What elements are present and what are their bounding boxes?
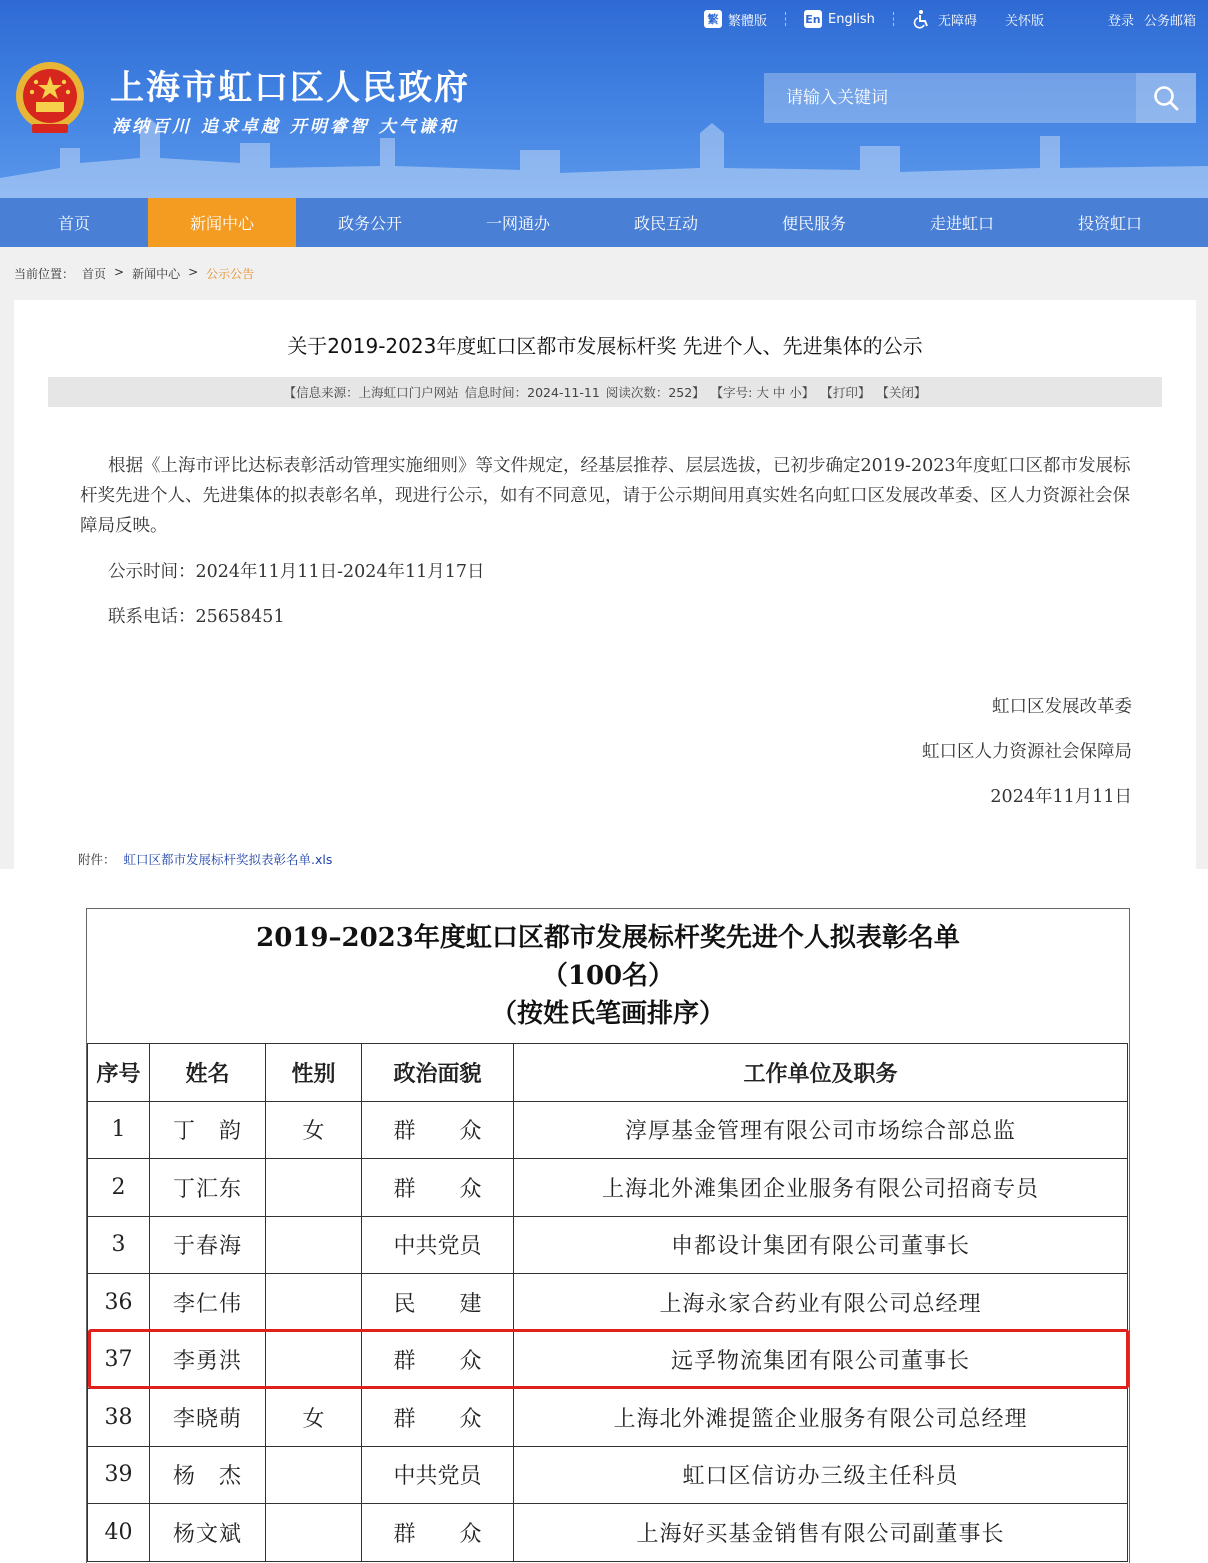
row-no: 36	[88, 1274, 150, 1332]
search-input[interactable]	[764, 73, 1136, 123]
row-no: 39	[88, 1446, 150, 1504]
nav-about-hongkou[interactable]: 走进虹口	[929, 214, 994, 233]
row-employer: 远孚物流集团有限公司董事长	[514, 1331, 1128, 1389]
attachment-label: 附件：	[78, 852, 116, 867]
divider	[893, 12, 894, 26]
col-header-political: 政治面貌	[362, 1044, 514, 1102]
search-icon	[1152, 84, 1180, 112]
col-header-name: 姓名	[150, 1044, 266, 1102]
breadcrumb-home[interactable]: 首页	[82, 267, 107, 281]
search-button[interactable]	[1136, 73, 1196, 123]
nav-public-interaction[interactable]: 政民互动	[633, 214, 698, 233]
site-slogan: 海纳百川 追求卓越 开明睿智 大气谦和	[112, 117, 459, 137]
table-row	[88, 1159, 1128, 1217]
row-no: 38	[88, 1389, 150, 1447]
english-icon: En	[804, 10, 822, 28]
row-gender	[266, 1274, 362, 1332]
close-button[interactable]: 【关闭】	[876, 385, 927, 400]
english-label: English	[827, 11, 875, 27]
breadcrumb-separator: >	[114, 265, 125, 279]
divider	[785, 12, 786, 26]
row-political: 群 众	[362, 1504, 514, 1562]
row-political: 中共党员	[362, 1446, 514, 1504]
signature-date: 2024年11月11日	[990, 787, 1132, 807]
row-gender	[266, 1216, 362, 1274]
row-employer: 上海北外滩集团企业服务有限公司招商专员	[514, 1159, 1128, 1217]
top-utility-bar	[704, 8, 1208, 30]
login-label: 登录	[1107, 13, 1134, 29]
table-header-row	[88, 1044, 1128, 1102]
print-button[interactable]: 【打印】	[820, 385, 871, 400]
login-link[interactable]	[1108, 10, 1134, 29]
row-name: 于春海	[150, 1216, 266, 1274]
article-title: 关于2019-2023年度虹口区都市发展标杆奖 先进个人、先进集体的公示	[287, 334, 923, 358]
traditional-chinese-label: 繁體版	[727, 13, 767, 29]
row-gender	[266, 1159, 362, 1217]
breadcrumb-separator: >	[188, 265, 199, 279]
breadcrumb-current[interactable]: 公示公告	[206, 267, 255, 281]
row-employer: 淳厚基金管理有限公司市场综合部总监	[514, 1101, 1128, 1159]
breadcrumb-label: 当前位置：	[14, 267, 75, 281]
search-bar	[764, 73, 1196, 123]
row-gender: 女	[266, 1389, 362, 1447]
row-political: 群 众	[362, 1331, 514, 1389]
row-name: 李晓萌	[150, 1389, 266, 1447]
row-employer: 申都设计集团有限公司董事长	[514, 1216, 1128, 1274]
sheet-title	[87, 909, 1129, 1045]
nav-invest-hongkou[interactable]: 投资虹口	[1077, 214, 1142, 233]
row-name: 杨文斌	[150, 1504, 266, 1562]
contact-phone: 联系电话：25658451	[108, 607, 285, 627]
breadcrumb	[14, 265, 254, 282]
row-political: 群 众	[362, 1389, 514, 1447]
article-meta	[48, 377, 1162, 407]
main-nav	[0, 198, 1208, 247]
row-no: 3	[88, 1216, 150, 1274]
accessibility-link[interactable]	[912, 9, 977, 29]
table-row	[88, 1216, 1128, 1274]
row-political: 中共党员	[362, 1216, 514, 1274]
site-title[interactable]: 上海市虹口区人民政府	[110, 68, 470, 108]
attachment	[78, 850, 332, 868]
emblem-icon	[12, 58, 88, 138]
care-version-link[interactable]	[1005, 10, 1044, 29]
row-political: 民 建	[362, 1274, 514, 1332]
table-row	[88, 1504, 1128, 1562]
row-name: 丁汇东	[150, 1159, 266, 1217]
col-header-employer: 工作单位及职务	[514, 1044, 1128, 1102]
row-employer: 上海好买基金销售有限公司副董事长	[514, 1504, 1128, 1562]
row-name: 李仁伟	[150, 1274, 266, 1332]
nav-one-stop-service[interactable]: 一网通办	[485, 214, 550, 233]
row-no: 37	[88, 1331, 150, 1389]
table-row	[88, 1331, 1128, 1389]
roster-sheet-image	[86, 908, 1130, 1563]
breadcrumb-news-center[interactable]: 新闻中心	[132, 267, 181, 281]
row-gender	[266, 1446, 362, 1504]
row-gender: 女	[266, 1101, 362, 1159]
nav-government-affairs[interactable]: 政务公开	[337, 214, 402, 233]
row-employer: 上海永家合药业有限公司总经理	[514, 1274, 1128, 1332]
row-political: 群 众	[362, 1159, 514, 1217]
col-header-gender: 性别	[266, 1044, 362, 1102]
site-header	[0, 0, 1208, 198]
meta-source: 【信息来源：上海虹口门户网站	[283, 385, 459, 400]
traditional-chinese-link[interactable]	[704, 10, 767, 29]
care-version-label: 关怀版	[1004, 13, 1044, 29]
attachment-link[interactable]: 虹口区都市发展标杆奖拟表彰名单.xls	[123, 852, 333, 867]
signature-ndrc: 虹口区发展改革委	[992, 697, 1132, 717]
nav-home[interactable]: 首页	[57, 214, 90, 233]
article-panel	[14, 300, 1196, 869]
roster-table	[87, 1043, 1128, 1562]
sheet-title-line2: （100名）	[541, 961, 675, 991]
row-gender	[266, 1331, 362, 1389]
row-name: 丁 韵	[150, 1101, 266, 1159]
row-name: 李勇洪	[150, 1331, 266, 1389]
row-no: 40	[88, 1504, 150, 1562]
table-row	[88, 1389, 1128, 1447]
row-employer: 虹口区信访办三级主任科员	[514, 1446, 1128, 1504]
row-gender	[266, 1504, 362, 1562]
table-row	[88, 1274, 1128, 1332]
publicity-period: 公示时间：2024年11月11日-2024年11月17日	[108, 562, 485, 582]
traditional-chinese-icon: 繁	[704, 10, 722, 28]
table-row	[88, 1446, 1128, 1504]
official-mail-label: 公务邮箱	[1143, 13, 1196, 29]
official-mail-link[interactable]	[1144, 10, 1196, 29]
nav-news-center[interactable]: 新闻中心	[148, 198, 296, 247]
meta-views: 阅读次数：252】	[605, 385, 705, 400]
col-header-no: 序号	[88, 1044, 150, 1102]
accessibility-label: 无障碍	[937, 13, 977, 29]
meta-time: 信息时间：2024-11-11	[464, 385, 600, 400]
accessibility-icon	[912, 9, 932, 29]
signature-hrss: 虹口区人力资源社会保障局	[922, 742, 1132, 762]
table-row	[88, 1101, 1128, 1159]
font-size-switch[interactable]: 【字号: 大 中 小】	[710, 385, 815, 400]
english-link[interactable]	[804, 10, 875, 28]
row-no: 1	[88, 1101, 150, 1159]
row-employer: 上海北外滩提篮企业服务有限公司总经理	[514, 1389, 1128, 1447]
row-name: 杨 杰	[150, 1446, 266, 1504]
article-paragraph: 根据《上海市评比达标表彰活动管理实施细则》等文件规定，经基层推荐、层层选拔，已初步确定2019-2023年度虹口区都市发展标杆奖先进个人、先进集体的拟表彰名单，现进行公示，如有不同意见，请于公示期间用真实姓名向虹口区发展改革委、区人力资源社会保障局反映。	[80, 456, 1131, 536]
sheet-title-line3: （按姓氏笔画排序）	[490, 999, 725, 1029]
sheet-title-line1: 2019–2023年度虹口区都市发展标杆奖先进个人拟表彰名单	[256, 923, 960, 953]
row-no: 2	[88, 1159, 150, 1217]
nav-convenience-services[interactable]: 便民服务	[781, 214, 846, 233]
row-political: 群 众	[362, 1101, 514, 1159]
